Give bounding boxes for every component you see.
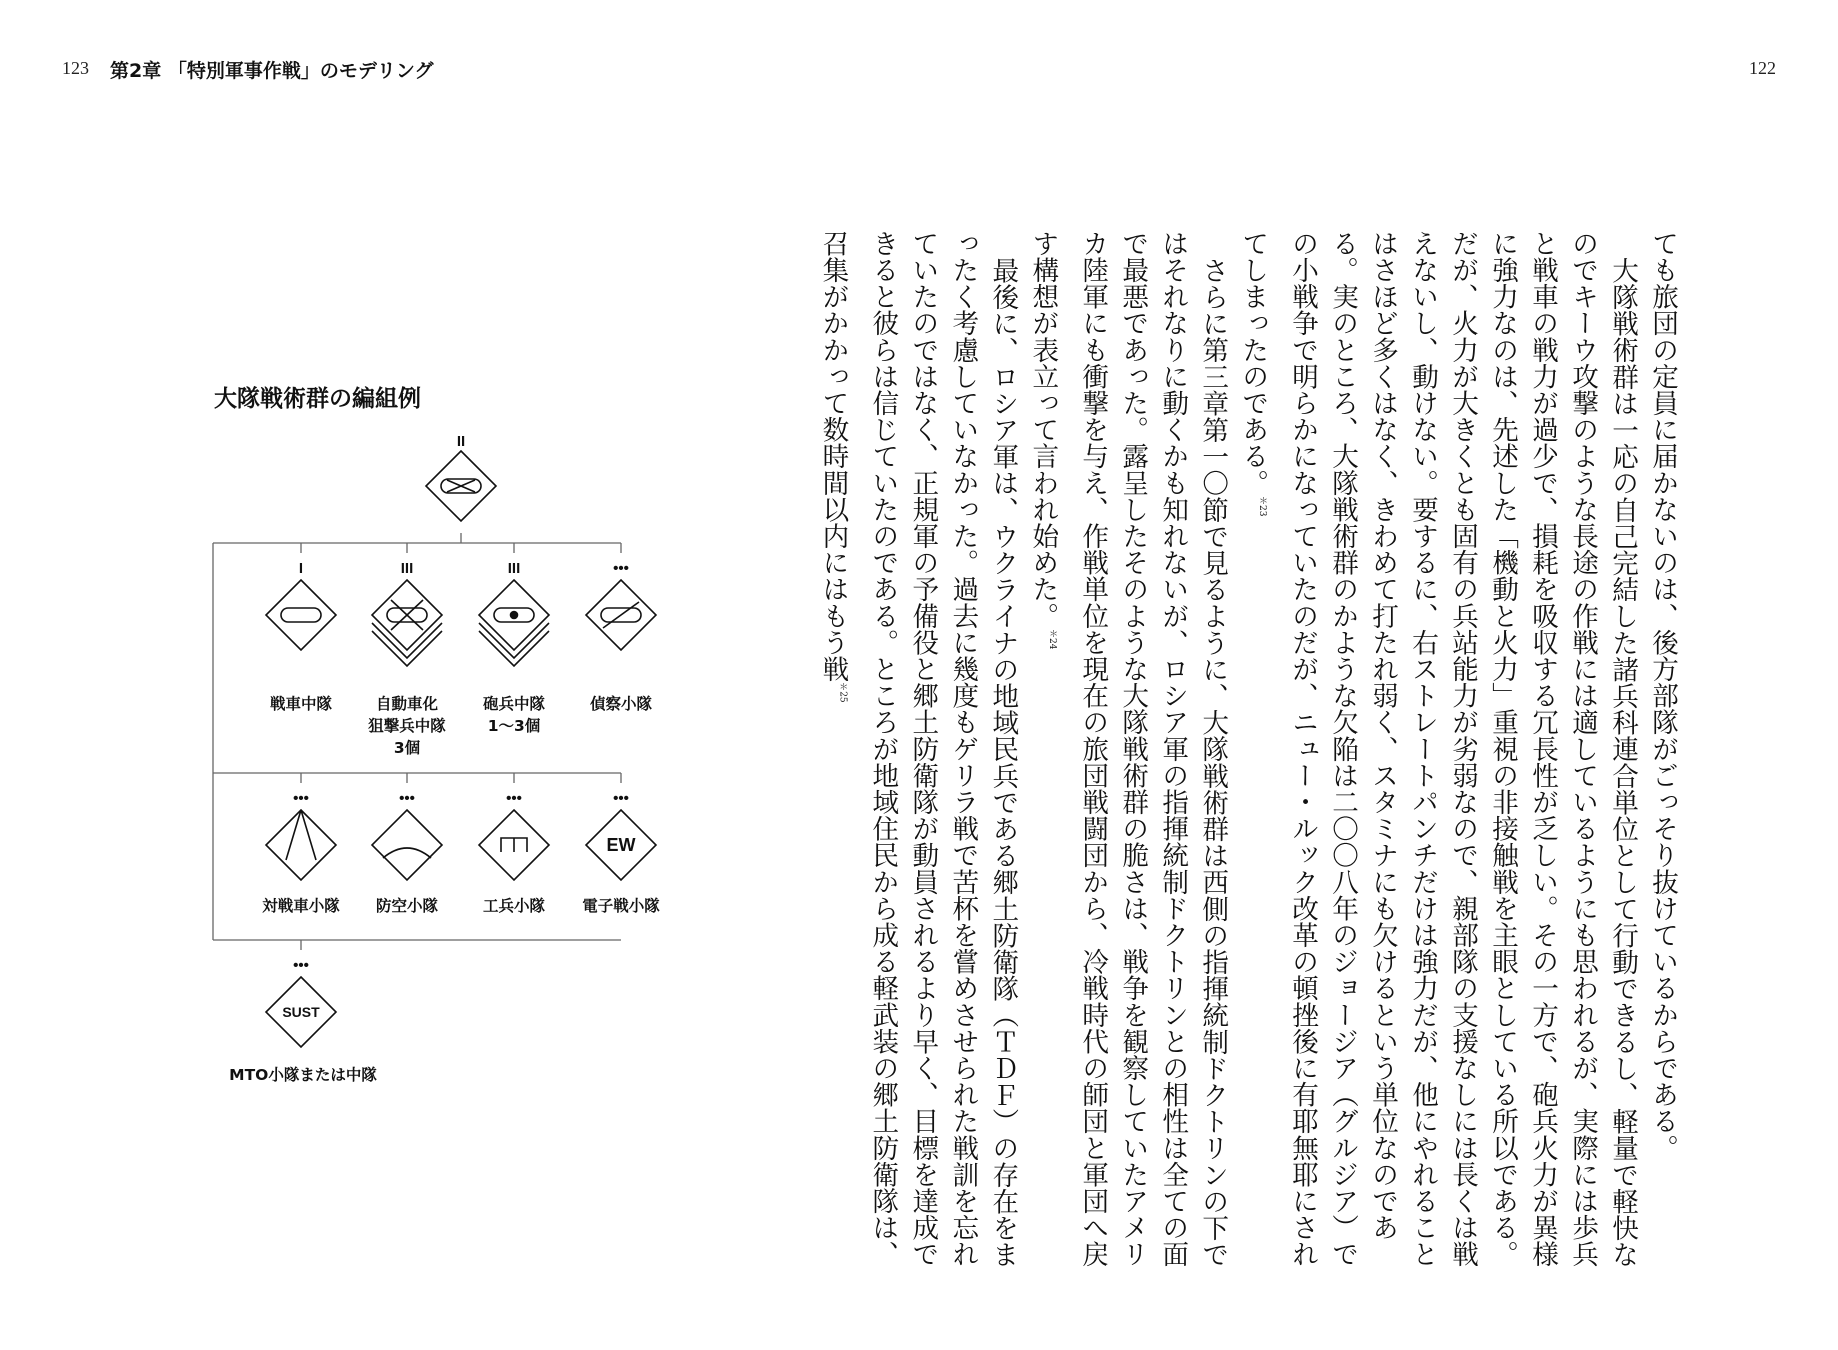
footnote-marker: ＊24 [1047,629,1058,650]
right-page-number: 122 [1749,58,1776,78]
unit-label-motor-rifle: 自動車化 狙撃兵中隊 3個 [368,695,446,757]
running-title: 第2章 「特別軍事作戦」のモデリング [110,60,434,82]
unit-label-ew: 電子戦小隊 [582,897,660,915]
svg-text:III: III [507,560,521,577]
artillery-battery-symbol [479,560,549,666]
svg-text:SUST: SUST [282,1004,320,1020]
motor-rifle-company-symbol [372,560,442,666]
left-page-number: 123 [62,58,89,78]
svg-text:•••: ••• [293,790,309,807]
unit-label-engineer: 工兵小隊 [482,897,545,915]
diagram-title: 大隊戦術群の編組例 [214,386,421,412]
engineer-platoon-symbol [479,790,549,880]
svg-text:•••: ••• [613,790,629,807]
unit-label-artillery: 砲兵中隊 1〜3個 [482,695,545,735]
org-chart [0,0,700,1120]
footnote-marker: ＊23 [1257,496,1267,517]
sustainment-unit-symbol [266,957,336,1047]
echelon-ii-marker: II [456,433,466,450]
svg-text:•••: ••• [613,560,629,577]
svg-text:EW: EW [606,835,636,855]
tank-company-symbol [266,560,336,650]
unit-label-recon: 偵察小隊 [589,695,652,713]
svg-text:•••: ••• [293,957,309,974]
paragraph: ても旅団の定員に届かないのは、後方部隊がごっそり抜けているからである。 [1647,230,1678,1161]
svg-text:•••: ••• [399,790,415,807]
unit-label-tank-company: 戦車中隊 [269,695,332,713]
paragraph: 最後に、ロシア軍は、ウクライナの地域民兵である郷土防衛隊（ＴＤＦ）の存在をまったく考慮していなかった。過去に幾度もゲリラ戦で苦杯を嘗めさせられた戦訓を忘れていたのではなく、正規軍の予備役と郷土防衛隊が動員されるより早く、目標を達成できると彼らは信じていたのである。ところが地域住民から成る軽武装の郷土防衛隊は、召集がかかって数時間以内にはもう戦$^{*25}$ [817,230,1019,1268]
footnote-marker: ＊25 [837,682,848,703]
svg-text:I: I [298,560,304,577]
paragraph: さらに第三章第一〇節で見るように、大隊戦術群は西側の指揮統制ドクトリンの下ではそれなりに動くかも知れないが、ロシア軍の指揮統制ドクトリンとの相性は全ての面で最悪であった。露呈したそのような大隊戦術群の脆さは、戦争を観察していたアメリカ陸軍にも衝撃を与え、作戦単位を現在の旅団戦闘団から、冷戦時代の師団と軍団へ戻す構想が表立って言われ始めた。$^{*24}$ [1027,230,1229,1268]
ew-platoon-symbol [586,790,656,880]
svg-text:•••: ••• [506,790,522,807]
recon-platoon-symbol [586,560,656,650]
air-defense-platoon-symbol [372,790,442,880]
antitank-platoon-symbol [266,790,336,880]
unit-label-air-defense: 防空小隊 [375,897,438,915]
unit-label-mto: MTO小隊または中隊 [229,1066,377,1084]
unit-label-antitank: 対戦車小隊 [262,897,340,915]
battalion-hq-symbol [426,433,496,521]
body-text [817,230,1682,1270]
paragraph: 大隊戦術群は一応の自己完結した諸兵科連合単位として行動できるし、軽量で軽快なのでキーウ攻撃のような長途の作戦には適しているようにも思われるが、実際には歩兵と戦車の戦力が過少で、損耗を吸収する冗長性が乏しい。その一方で、砲兵火力が異様に強力なのは、先述した「機動と火力」重視の非接触戦を主眼としている所以である。だが、火力が大きくとも固有の兵站能力が劣弱なので、親部隊の支援なしには長くは戦えないし、動けない。要するに、右ストレートパンチだけは強力だが、他にやれることはさほど多くはなく、きわめて打たれ弱く、スタミナにも欠けるという単位なのである。実のところ、大隊戦術群のかような欠陥は二〇〇八年のジョージア（グルジア）での小戦争で明らかになっていたのだが、ニュー・ルック改革の頓挫後に有耶無耶にされてしまったのである。$^{*23}$ [1237,230,1638,1268]
svg-text:III: III [400,560,414,577]
